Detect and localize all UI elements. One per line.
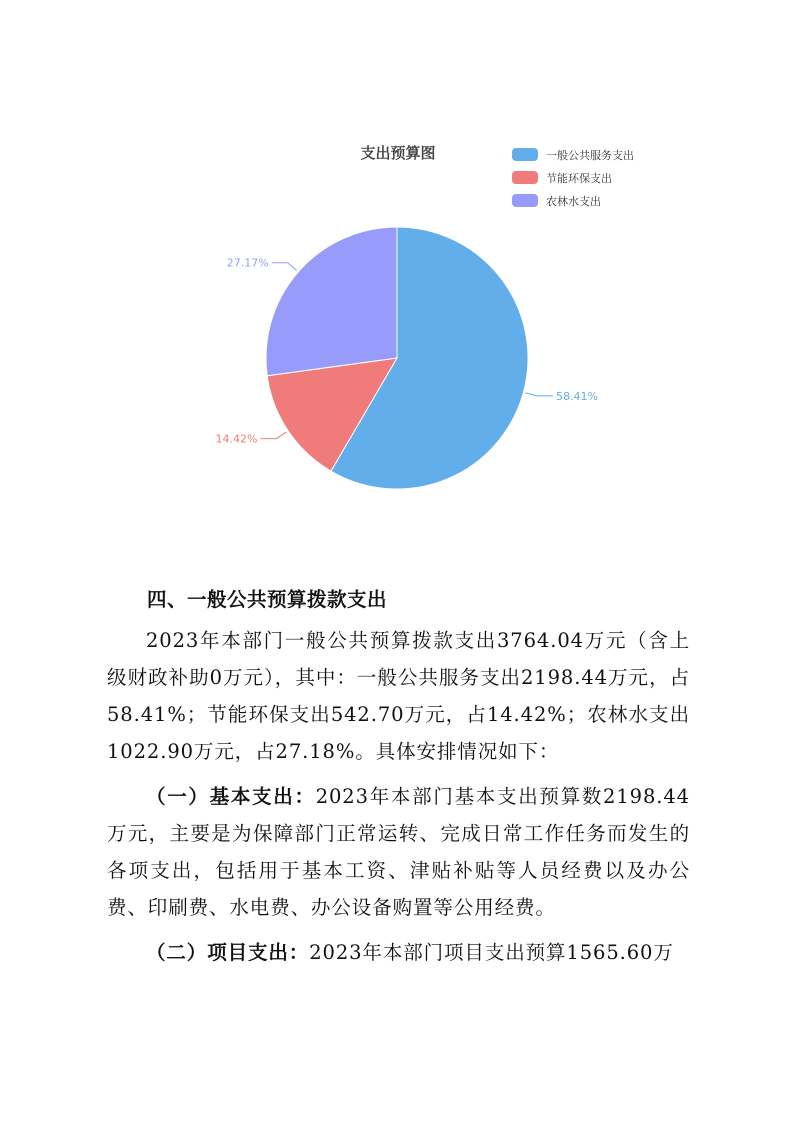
legend-label: 农林水支出 [546, 194, 601, 208]
basic-expenditure-lead: （一）基本支出： [146, 785, 316, 808]
pie-data-label: 58.41% [555, 389, 598, 403]
project-expenditure-lead: （二）项目支出： [146, 941, 310, 964]
pie-data-label: 14.42% [215, 432, 258, 446]
pie-chart [0, 0, 793, 560]
paragraph-overview: 2023年本部门一般公共预算拨款支出3764.04万元（含上级财政补助0万元），其中：一般公共服务支出2198.44万元，占58.41%；节能环保支出542.70万元，占14.42%；农林水支出1022.90万元，占27.18%。具体安排情况如下： [107, 629, 691, 763]
paragraph-basic-expenditure [107, 778, 690, 926]
document-body [107, 580, 690, 971]
section-heading: 四、一般公共预算拨款支出 [147, 588, 388, 611]
paragraph-project-expenditure [107, 934, 690, 971]
pie-leader-line [272, 263, 297, 271]
project-expenditure-text: 2023年本部门项目支出预算1565.60万 [309, 941, 674, 964]
pie-slice[interactable] [266, 227, 397, 376]
pie-leader-line [525, 393, 553, 396]
chart-title: 支出预算图 [360, 144, 436, 162]
pie-data-label: 27.17% [226, 256, 269, 270]
pie-leader-line [260, 432, 286, 439]
pie-plot-area [0, 0, 793, 560]
legend-label: 节能环保支出 [546, 171, 612, 185]
legend-label: 一般公共服务支出 [546, 148, 634, 162]
basic-expenditure-text: 2023年本部门基本支出预算数2198.44万元，主要是为保障部门正常运转、完成日常工作任务而发生的各项支出，包括用于基本工资、津贴补贴等人员经费以及办公费、印刷费、水电费、办公设备购置等公用经费。 [107, 785, 690, 919]
